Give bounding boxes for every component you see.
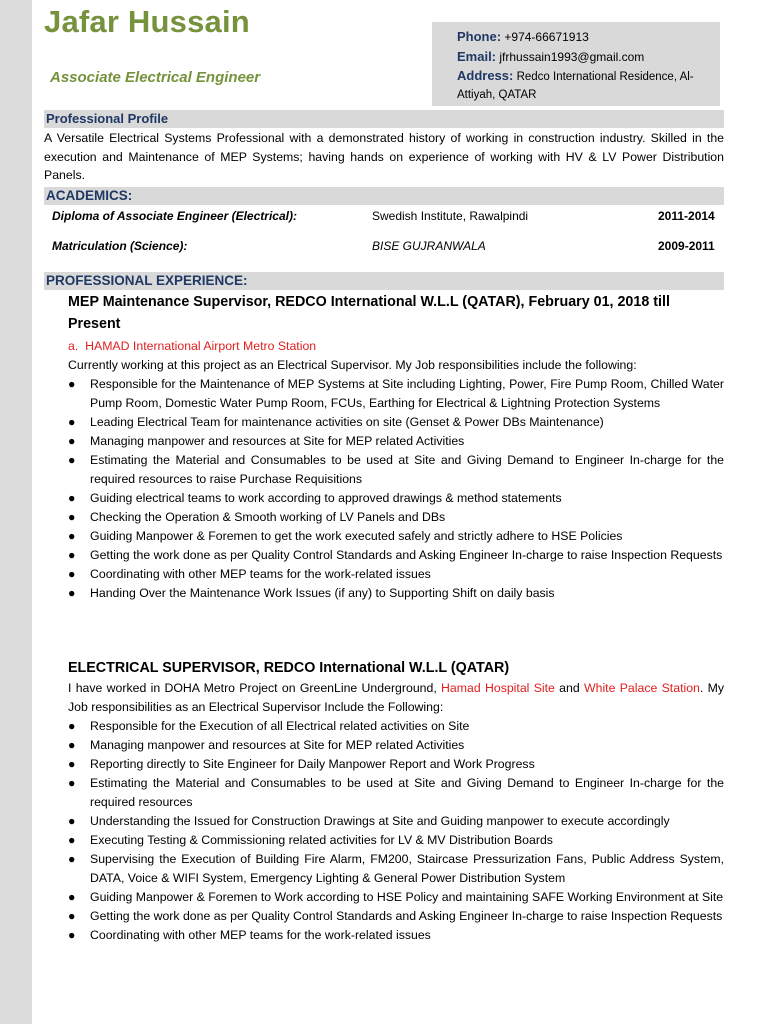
site-hamad-hospital: Hamad Hospital Site	[441, 681, 555, 695]
list-item: ● Managing manpower and resources at Site for MEP related Activities	[68, 432, 724, 451]
list-item: ● Estimating the Material and Consumables to be used at Site and Giving Demand to Engineer In-charge for the required resources to raise Purchase Requisitions	[68, 453, 724, 486]
profile-text: A Versatile Electrical Systems Professional with a demonstrated history of working in construction industry. Skilled in the execution and Maintenance of MEP Systems; having hands on experience of working with HV & LV Power Distribution Panels.	[44, 131, 724, 182]
bullet-icon: ●	[68, 453, 76, 467]
list-item: ● Checking the Operation & Smooth working of LV Panels and DBs	[68, 508, 724, 527]
list-item: ● Responsible for the Execution of all Electrical related activities on Site	[68, 717, 724, 736]
bullet-icon: ●	[68, 719, 76, 733]
bullet-icon: ●	[68, 434, 76, 448]
job-1-project	[68, 337, 724, 356]
contact-address	[457, 67, 710, 104]
list-item: ● Executing Testing & Commissioning related activities for LV & MV Distribution Boards	[68, 831, 724, 850]
bullet-icon: ●	[68, 548, 76, 562]
list-item: ● Coordinating with other MEP teams for the work-related issues	[68, 926, 724, 945]
bullet-icon: ●	[68, 415, 76, 429]
bullet-icon: ●	[68, 491, 76, 505]
list-item: ● Supervising the Execution of Building Fire Alarm, FM200, Staircase Pressurization Fans, Public Address System, DATA, Voice & WIFI System, Emergency Lighting & General Power Distribution System	[68, 852, 724, 885]
job-1-title: MEP Maintenance Supervisor, REDCO International W.L.L (QATAR), February 01, 2018 till Present	[68, 294, 670, 332]
bullet-icon: ●	[68, 833, 76, 847]
list-item: ● Guiding electrical teams to work according to approved drawings & method statements	[68, 489, 724, 508]
list-item: ● Guiding Manpower & Foremen to Work according to HSE Policy and maintaining SAFE Working Environment at Site	[68, 888, 724, 907]
left-margin-bar	[0, 0, 32, 1024]
list-item: ● Leading Electrical Team for maintenance activities on site (Genset & Power DBs Maintenance)	[68, 413, 724, 432]
contact-box	[432, 22, 720, 106]
job-2-bullets	[68, 717, 724, 945]
bullet-icon: ●	[68, 567, 76, 581]
job-2	[68, 657, 724, 945]
phone-label: Phone:	[457, 29, 502, 44]
bullet-icon: ●	[68, 909, 76, 923]
academic-years: 2011-2014	[658, 209, 715, 223]
academic-institute: BISE GUJRANWALA	[372, 239, 486, 253]
academic-row	[52, 237, 722, 255]
list-item: ● Coordinating with other MEP teams for the work-related issues	[68, 565, 724, 584]
academic-degree: Diploma of Associate Engineer (Electrical):	[52, 209, 297, 223]
candidate-name: Jafar Hussain	[44, 4, 250, 39]
profile-heading: Professional Profile	[44, 110, 724, 128]
bullet-icon: ●	[68, 377, 76, 391]
list-item: ● Managing manpower and resources at Site for MEP related Activities	[68, 736, 724, 755]
project-name: HAMAD International Airport Metro Station	[85, 339, 317, 353]
phone-value: +974-66671913	[504, 30, 589, 44]
list-item: ● Getting the work done as per Quality Control Standards and Asking Engineer In-charge to raise Inspection Requests	[68, 907, 724, 926]
bullet-icon: ●	[68, 890, 76, 904]
bullet-icon: ●	[68, 586, 76, 600]
address-value: Redco International Residence, Al-Attiyah, QATAR	[457, 71, 694, 101]
academic-degree: Matriculation (Science):	[52, 239, 188, 253]
bullet-icon: ●	[68, 510, 76, 524]
email-value: jfrhussain1993@gmail.com	[499, 50, 645, 64]
academic-years: 2009-2011	[658, 239, 715, 253]
list-item: ● Getting the work done as per Quality Control Standards and Asking Engineer In-charge to raise Inspection Requests	[68, 546, 724, 565]
bullet-icon: ●	[68, 529, 76, 543]
job-1	[68, 291, 724, 603]
list-item: ● Understanding the Issued for Construction Drawings at Site and Guiding manpower to execute accordingly	[68, 812, 724, 831]
address-label: Address:	[457, 68, 514, 83]
candidate-title: Associate Electrical Engineer	[50, 69, 261, 86]
site-white-palace: White Palace Station	[584, 681, 700, 695]
list-item: ● Handing Over the Maintenance Work Issues (if any) to Supporting Shift on daily basis	[68, 584, 724, 603]
contact-phone	[457, 27, 710, 47]
bullet-icon: ●	[68, 928, 76, 942]
bullet-icon: ●	[68, 776, 76, 790]
job-1-intro: Currently working at this project as an Electrical Supervisor. My Job responsibilities include the following:	[68, 358, 637, 372]
list-item: ● Guiding Manpower & Foremen to get the work executed safely and strictly adhere to HSE Policies	[68, 527, 724, 546]
list-item: ● Responsible for the Maintenance of MEP Systems at Site including Lighting, Power, Fire Pump Room, Chilled Water Pump Room, Domestic Water Pump Room, FCUs, Earthing for Electrical & Lightning Protection Systems	[68, 377, 724, 410]
list-item: ● Estimating the Material and Consumables to be used at Site and Giving Demand to Engineer In-charge for the required resources	[68, 776, 724, 809]
academics-heading: ACADEMICS:	[44, 187, 724, 205]
experience-heading: PROFESSIONAL EXPERIENCE:	[44, 272, 724, 290]
job-1-bullets	[68, 375, 724, 603]
bullet-icon: ●	[68, 852, 76, 866]
bullet-icon: ●	[68, 814, 76, 828]
project-marker: a.	[68, 339, 79, 353]
bullet-icon: ●	[68, 738, 76, 752]
email-label: Email:	[457, 49, 497, 64]
contact-email	[457, 47, 710, 67]
academic-institute: Swedish Institute, Rawalpindi	[372, 209, 529, 223]
academic-row	[52, 207, 722, 225]
job-2-intro: I have worked in DOHA Metro Project on GreenLine Underground, Hamad Hospital Site and White Palace Station. My Job responsibilities as an Electrical Supervisor Include the Following:	[68, 681, 725, 714]
job-2-title: ELECTRICAL SUPERVISOR, REDCO International W.L.L (QATAR)	[68, 660, 510, 676]
list-item: ● Reporting directly to Site Engineer for Daily Manpower Report and Work Progress	[68, 755, 724, 774]
bullet-icon: ●	[68, 757, 76, 771]
resume-page	[44, 0, 726, 1024]
